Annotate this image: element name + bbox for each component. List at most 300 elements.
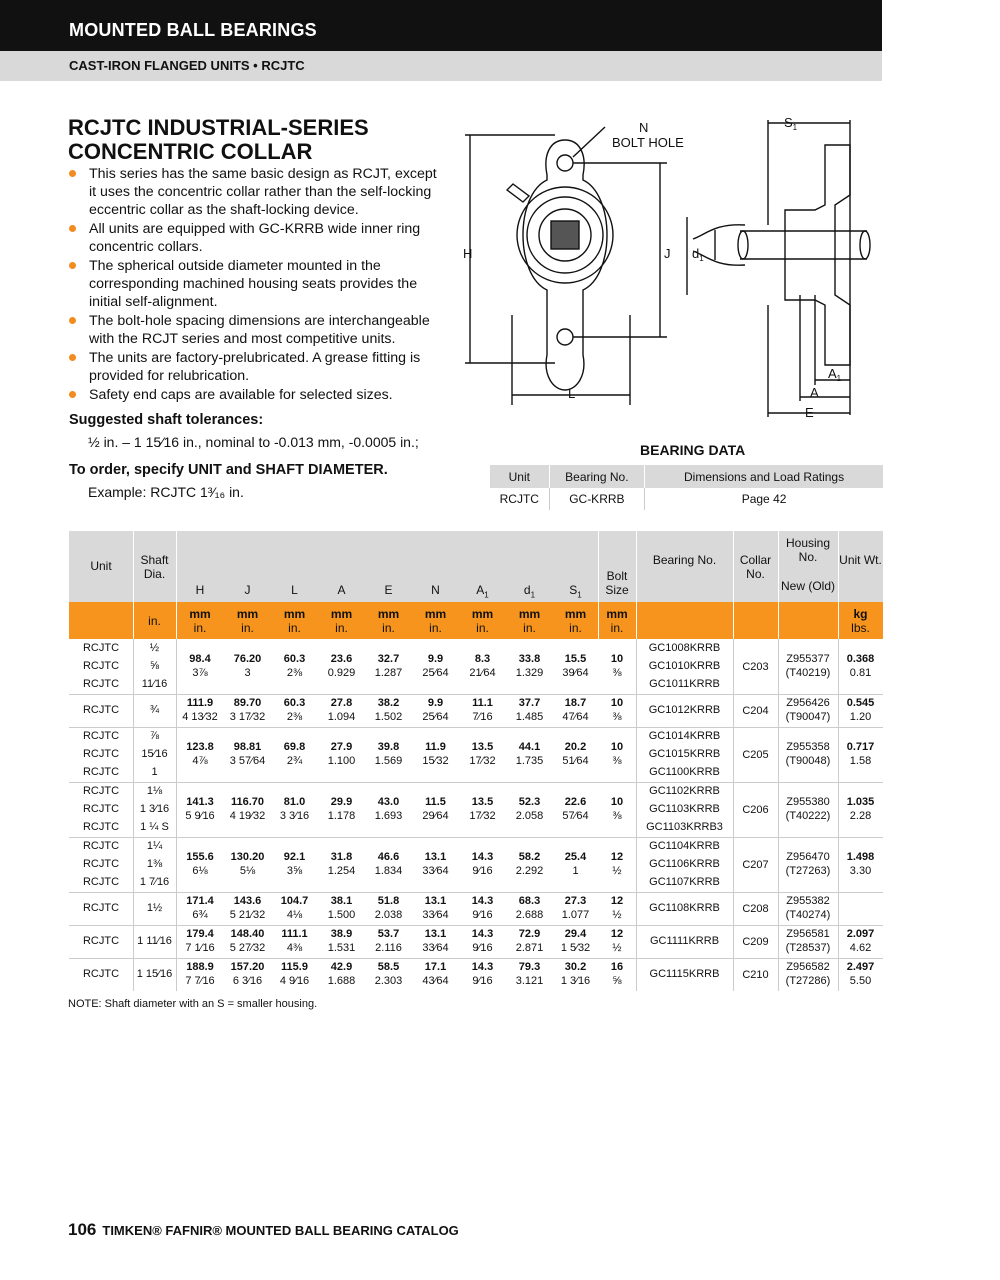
header-collar: Collar No. [739,553,772,581]
mm-cell: 148.40 [230,927,265,940]
mm-cell: 11.9 [425,740,446,753]
housing-new-cell: Z955380 [786,795,830,808]
in-cell: 2.116 [375,941,402,954]
mm-cell: 27.3 [564,894,587,907]
mm-cell: 33.8 [518,652,541,665]
in-cell: 1 5⁄32 [560,941,591,954]
mm-cell: 37.7 [518,696,541,709]
bullet-item: The bolt-hole spacing dimensions are interchangeable with the RCJT series and most competitive units. [68,312,438,348]
in-cell: 4 9⁄16 [279,974,310,987]
bd-header: Bearing No. [549,465,645,488]
in-cell: 1.834 [374,864,403,877]
mm-cell: 141.3 [186,795,214,808]
label-l: L [568,386,576,401]
unit-cell: RCJTC [82,821,120,833]
mm-cell: 31.8 [330,850,353,863]
unit-mm: mm [564,607,587,621]
header-unit: Unit [90,559,112,573]
in-cell: 43⁄64 [422,974,449,987]
title-line-2: CONCENTRIC COLLAR [68,139,313,164]
bearing-cell: GC1011KRRB [649,678,720,690]
header-housing-new-old: New (Old) [780,579,835,593]
mm-cell: 10 [610,696,624,709]
bearing-cell: GC1008KRRB [648,642,721,654]
page-subheader: CAST-IRON FLANGED UNITS • RCJTC [0,51,882,81]
mm-cell: 27.8 [330,696,353,709]
bullet-item: The spherical outside diameter mounted in the corresponding machined housing seats provides the initial self-alignment. [68,257,438,311]
in-cell: 1.502 [374,710,403,723]
mm-cell: 89.70 [233,696,262,709]
mm-cell: 98.4 [189,652,211,665]
shaft-cell: 1⅜ [146,858,163,870]
unit-in: in. [382,621,395,635]
weight-lbs-cell: 3.30 [849,864,872,877]
mm-cell: 9.9 [427,696,444,709]
housing-old-cell: (T40219) [785,666,831,679]
in-cell: 1.329 [515,666,544,679]
label-bolt-hole: BOLT HOLE [612,135,684,150]
title-line-1: RCJTC INDUSTRIAL-SERIES [68,115,369,140]
tolerances-text: ½ in. – 1 15⁄16 in., nominal to -0.013 mm, -0.0005 in.; [88,434,419,450]
unit-in: in. [569,621,582,635]
bearing-cell: GC1108KRRB [649,901,720,914]
bullet-item: All units are equipped with GC-KRRB wide inner ring concentric collars. [68,220,438,256]
in-cell: 2.303 [374,974,403,987]
mm-cell: 27.9 [330,740,353,753]
header-h: H [195,583,205,597]
mm-cell: 68.3 [518,894,541,907]
mm-cell: 10 [610,652,624,665]
housing-new-cell: Z955377 [786,652,830,665]
bearing-cell: GC1012KRRB [648,703,721,716]
mm-cell: 38.2 [377,696,400,709]
shaft-cell: 1 3⁄16 [139,803,170,815]
bullet-item: Safety end caps are available for selected sizes. [68,386,438,404]
row-separator [69,837,883,838]
mm-cell: 11.5 [425,795,446,808]
housing-new-cell: Z955358 [786,740,830,753]
in-cell: 4⅞ [192,754,208,767]
section-title [68,116,468,164]
mm-cell: 23.6 [330,652,353,665]
in-cell: 3 57⁄64 [229,754,266,767]
unit-cell: RCJTC [82,678,120,690]
bearing-cell: GC1103KRRB3 [646,821,723,833]
mm-cell: 22.6 [564,795,587,808]
mm-cell: 25.4 [564,850,587,863]
unit-cell: RCJTC [82,642,120,654]
in-cell: 6⅛ [192,864,208,877]
bearing-cell: GC1107KRRB [649,876,720,888]
in-cell: 1.254 [327,864,356,877]
bearing-diagram [455,105,875,425]
mm-cell: 32.7 [377,652,400,665]
in-cell: 2.688 [515,908,544,921]
in-cell: 3⅞ [192,666,208,679]
in-cell: 2⅜ [286,666,303,679]
collar-cell: C206 [742,803,769,816]
bd-header: Unit [490,465,549,488]
header-l: L [291,583,298,597]
collar-cell: C208 [742,902,769,915]
mm-cell: 92.1 [283,850,306,863]
unit-lbs: lbs. [851,621,870,635]
mm-cell: 11.1 [472,696,493,709]
unit-mm: mm [330,607,353,621]
unit-mm: mm [606,607,628,621]
header-a: A [337,583,346,597]
mm-cell: 60.3 [283,652,306,665]
bearing-cell: GC1100KRRB [649,766,720,778]
in-cell: 4⅜ [286,941,303,954]
mm-cell: 14.3 [471,850,494,863]
mm-cell: 72.9 [518,927,541,940]
unit-mm: mm [471,607,494,621]
housing-new-cell: Z956426 [786,696,830,709]
unit-shaft: in. [148,614,161,628]
mm-cell: 155.6 [186,850,214,863]
weight-lbs-cell: 0.81 [849,666,872,679]
in-cell: 1.735 [515,754,544,767]
mm-cell: 39.8 [377,740,400,753]
bearing-cell: GC1111KRRB [649,934,720,947]
in-cell: 1.531 [327,941,356,954]
mm-cell: 115.9 [281,960,308,973]
in-cell: 25⁄64 [422,710,449,723]
in-cell: 6 3⁄16 [232,974,263,987]
bearing-cell: GC1103KRRB [649,803,720,815]
weight-kg-cell: 2.097 [846,927,875,940]
unit-cell: RCJTC [82,858,120,870]
in-cell: 1.178 [327,809,356,822]
mm-cell: 44.1 [518,740,541,753]
unit-in: in. [193,621,207,635]
in-cell: 1 3⁄16 [560,974,591,987]
in-cell: ½ [612,864,622,877]
unit-mm: mm [518,607,541,621]
header-wt: Unit Wt. [839,553,882,567]
row-separator [69,727,883,728]
unit-mm: mm [283,607,306,621]
in-cell: 5⅛ [239,864,256,877]
shaft-cell: ⅝ [149,660,160,672]
row-separator [69,782,883,783]
mm-cell: 29.4 [564,927,587,940]
mm-cell: 17.1 [424,960,447,973]
in-cell: 2⅜ [286,710,303,723]
bearing-cell: GC1102KRRB [649,785,720,797]
unit-cell: RCJTC [82,876,120,888]
in-cell: 0.929 [327,666,356,679]
in-cell: 21⁄64 [469,666,496,679]
in-cell: 51⁄64 [562,754,589,767]
order-example: Example: RCJTC 1³⁄₁₆ in. [88,484,244,500]
unit-kg: kg [853,607,868,621]
housing-old-cell: (T40222) [785,809,831,822]
unit-in: in. [610,621,624,635]
mm-cell: 179.4 [186,927,214,940]
unit-mm: mm [189,607,211,621]
unit-cell: RCJTC [82,660,120,672]
mm-cell: 14.3 [471,894,494,907]
page-header: MOUNTED BALL BEARINGS [0,0,882,51]
weight-kg-cell: 1.035 [846,795,875,808]
in-cell: ⅜ [612,754,622,767]
weight-kg-cell: 2.497 [846,960,875,973]
housing-new-cell: Z956470 [786,850,830,863]
mm-cell: 18.7 [564,696,587,709]
header-d1: $d_1$ [523,583,536,600]
in-cell: 5 21⁄32 [229,908,266,921]
page-number: 106 [68,1220,97,1239]
in-cell: ½ [612,941,622,954]
mm-cell: 38.9 [330,927,353,940]
in-cell: ⅜ [612,666,622,679]
shaft-cell: 11⁄16 [141,678,168,690]
unit-cell: RCJTC [82,967,120,980]
mm-cell: 14.3 [471,960,494,973]
weight-kg-cell: 1.498 [846,850,875,863]
in-cell: 4 19⁄32 [229,809,266,822]
in-cell: 1 [572,864,579,877]
in-cell: 33⁄64 [422,864,449,877]
mm-cell: 13.1 [424,850,447,863]
collar-cell: C205 [742,748,769,761]
page-footer [68,1220,459,1240]
mm-cell: 98.81 [233,740,262,753]
collar-cell: C204 [742,704,769,717]
in-cell: 7 7⁄16 [185,974,215,987]
unit-in: in. [429,621,442,635]
mm-cell: 76.20 [233,652,262,665]
in-cell: 1.569 [374,754,403,767]
unit-cell: RCJTC [82,901,120,914]
mm-cell: 188.9 [186,960,214,973]
unit-in: in. [335,621,348,635]
mm-cell: 42.9 [330,960,353,973]
header-s1: $S_1$ [569,583,582,600]
in-cell: 1.094 [327,710,356,723]
mm-cell: 46.6 [377,850,400,863]
mm-cell: 58.2 [518,850,541,863]
in-cell: 29⁄64 [422,809,449,822]
footnote: NOTE: Shaft diameter with an S = smaller housing. [68,998,318,1010]
mm-cell: 123.8 [186,740,214,753]
in-cell: 9⁄16 [472,864,493,877]
collar-cell: C203 [742,660,769,673]
mm-cell: 157.20 [230,960,265,973]
shaft-cell: 1 [151,766,158,778]
bd-header: Dimensions and Load Ratings [645,465,883,488]
mm-cell: 16 [610,960,624,973]
in-cell: 9⁄16 [472,974,493,987]
unit-cell: RCJTC [82,730,120,742]
mm-cell: 15.5 [564,652,587,665]
bearing-cell: GC1104KRRB [649,840,720,852]
unit-cell: RCJTC [82,748,120,760]
in-cell: 6¾ [192,908,208,921]
mm-cell: 171.4 [186,894,214,907]
in-cell: 33⁄64 [422,908,449,921]
mm-cell: 12 [610,927,624,940]
label-a: A [810,385,819,400]
in-cell: 39⁄64 [562,666,589,679]
mm-cell: 13.5 [471,795,494,808]
in-cell: 33⁄64 [422,941,449,954]
row-divider [838,892,839,925]
in-cell: 2.058 [515,809,544,822]
mm-cell: 104.7 [280,894,309,907]
bearing-cell: GC1014KRRB [648,730,721,742]
mm-cell: 13.1 [424,894,447,907]
in-cell: 57⁄64 [562,809,589,822]
mm-cell: 53.7 [377,927,400,940]
weight-kg-cell: 0.545 [846,696,875,709]
bd-cell: Page 42 [741,492,787,506]
header-bearing: Bearing No. [652,553,717,567]
collar-cell: C207 [742,858,769,871]
in-cell: ⅝ [612,974,622,987]
unit-mm: mm [377,607,400,621]
weight-lbs-cell: 1.20 [849,710,872,723]
header-e: E [384,583,393,597]
header-shaft: Shaft Dia. [140,553,169,581]
mm-cell: 69.8 [283,740,306,753]
in-cell: 7⁄16 [472,710,493,723]
mm-cell: 29.9 [330,795,353,808]
housing-new-cell: Z956581 [786,927,830,940]
bearing-data-title: BEARING DATA [640,442,746,458]
in-cell: 4 13⁄32 [182,710,218,723]
mm-cell: 13.1 [424,927,447,940]
shaft-cell: 1 15⁄16 [136,967,173,980]
column-divider [733,531,734,639]
in-cell: 1.287 [374,666,403,679]
shaft-cell: 1⅛ [146,785,163,797]
collar-cell: C210 [742,968,769,981]
weight-kg-cell: 0.717 [846,740,875,753]
mm-cell: 60.3 [283,696,306,709]
in-cell: 1.485 [515,710,544,723]
mm-cell: 58.5 [377,960,400,973]
mm-cell: 111.9 [186,696,214,709]
housing-old-cell: (T28537) [785,941,831,954]
weight-lbs-cell: 4.62 [849,941,872,954]
weight-kg-cell: 0.368 [846,652,875,665]
mm-cell: 38.1 [330,894,353,907]
weight-lbs-cell: 1.58 [849,754,872,767]
in-cell: 1.688 [327,974,356,987]
in-cell: ⅜ [612,710,622,723]
unit-in: in. [288,621,301,635]
shaft-cell: 1 7⁄16 [139,876,170,888]
unit-in: in. [476,621,489,635]
mm-cell: 10 [610,740,624,753]
in-cell: 1.500 [327,908,356,921]
housing-old-cell: (T27286) [785,974,831,987]
in-cell: 3⅝ [286,864,303,877]
in-cell: 17⁄32 [469,809,496,822]
in-cell: 3 17⁄32 [229,710,266,723]
shaft-cell: 1½ [146,901,163,914]
bullet-item: This series has the same basic design as RCJT, except it uses the concentric collar rather than the self-locking eccentric collar as the shaft-locking device. [68,165,438,219]
in-cell: 9⁄16 [472,941,493,954]
bullet-item: The units are factory-prelubricated. A grease fitting is provided for relubrication. [68,349,438,385]
mm-cell: 13.5 [471,740,494,753]
mm-cell: 143.6 [233,894,262,907]
in-cell: 17⁄32 [469,754,496,767]
housing-old-cell: (T40274) [785,908,831,921]
label-h: H [463,246,473,261]
mm-cell: 43.0 [377,795,400,808]
mm-cell: 20.2 [564,740,587,753]
header-housing: Housing No. [785,536,831,564]
mm-cell: 8.3 [474,652,491,665]
order-heading: To order, specify UNIT and SHAFT DIAMETER. [69,462,388,478]
mm-cell: 12 [610,894,624,907]
mm-cell: 14.3 [471,927,494,940]
in-cell: 2.292 [515,864,544,877]
in-cell: 2.038 [374,908,403,921]
unit-mm: mm [236,607,259,621]
bd-cell: GC-KRRB [549,488,645,510]
in-cell: 1.693 [374,809,403,822]
header-bolt: Bolt Size [605,569,629,597]
in-cell: 15⁄32 [422,754,449,767]
in-cell: 4⅛ [286,908,303,921]
mm-cell: 79.3 [518,960,541,973]
in-cell: 7 1⁄16 [185,941,215,954]
header-n: N [431,583,440,597]
shaft-cell: 1 11⁄16 [137,934,172,947]
unit-cell: RCJTC [82,840,120,852]
in-cell: 9⁄16 [472,908,493,921]
in-cell: 3 3⁄16 [279,809,310,822]
header-j: J [244,583,251,597]
subscript: 1 [577,590,582,600]
bearing-cell: GC1010KRRB [648,660,721,672]
label-e: E [805,405,814,420]
shaft-cell: 1¼ [146,840,163,852]
unit-cell: RCJTC [82,703,120,716]
unit-mm: mm [424,607,447,621]
mm-cell: 51.8 [377,894,400,907]
housing-old-cell: (T90047) [785,710,831,723]
in-cell: 3 [244,666,251,679]
label-n: N [639,120,649,135]
housing-new-cell: Z956582 [786,960,830,973]
label-s1: $S_1$ [784,115,798,132]
in-cell: 5 9⁄16 [185,809,215,822]
mm-cell: 9.9 [427,652,444,665]
footer-text: TIMKEN® FAFNIR® MOUNTED BALL BEARING CATALOG [102,1223,459,1238]
in-cell: 47⁄64 [562,710,589,723]
in-cell: 2¾ [286,754,303,767]
in-cell: 1.100 [327,754,356,767]
label-d1: $d_1$ [692,246,704,263]
weight-lbs-cell: 5.50 [849,974,872,987]
bearing-data-table [490,465,883,510]
bearing-cell: GC1106KRRB [649,858,720,870]
header-a1: $A_1$ [476,583,489,600]
collar-cell: C209 [742,935,769,948]
weight-lbs-cell: 2.28 [849,809,872,822]
label-a1: $A_1$ [828,366,842,383]
mm-cell: 10 [610,795,624,808]
shaft-cell: 1 ¼ S [140,821,169,833]
mm-cell: 116.70 [230,795,265,808]
bearing-cell: GC1115KRRB [649,967,720,980]
